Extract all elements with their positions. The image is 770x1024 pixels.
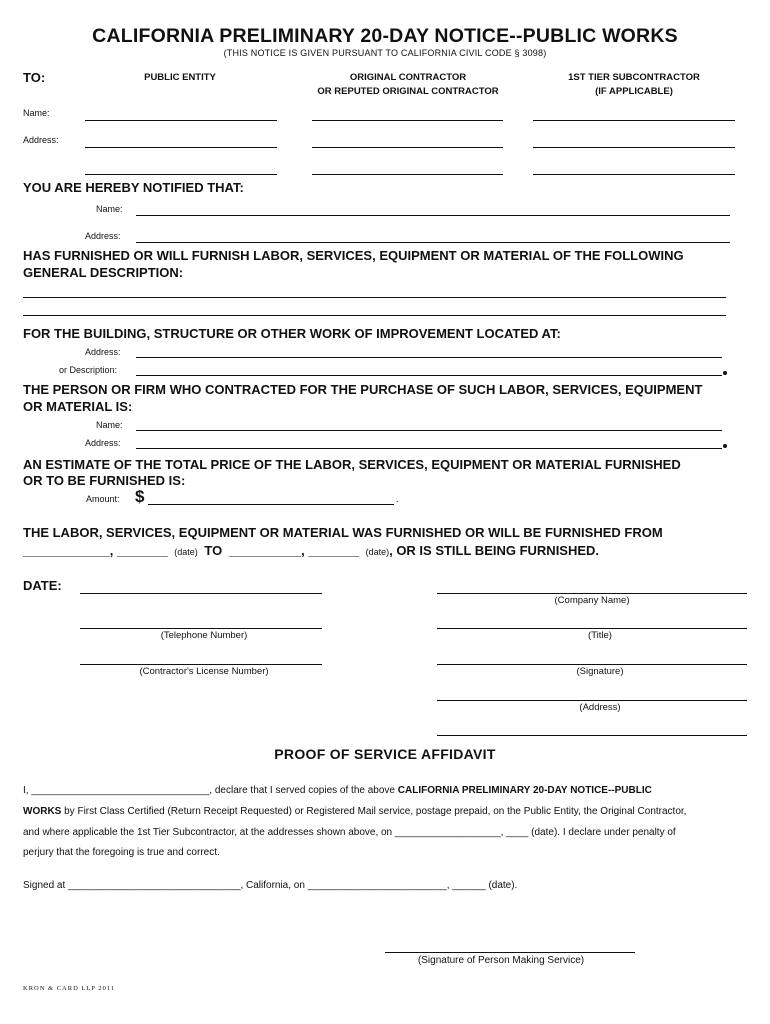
still-furnished-text: , OR IS STILL BEING FURNISHED. [389,543,600,558]
original-contractor-address-field[interactable] [312,147,503,148]
column-header-line: PUBLIC ENTITY [144,72,216,83]
purchaser-address-field[interactable] [136,448,722,449]
column-header-line: ORIGINAL CONTRACTOR [349,72,467,83]
signature-field[interactable] [437,664,747,665]
affidavit-heading: PROOF OF SERVICE AFFIDAVIT [274,746,496,762]
from-date-field[interactable]: ____________, _______ [23,543,168,558]
subcontractor-address-line-2[interactable] [533,174,735,175]
building-heading: FOR THE BUILDING, STRUCTURE OR OTHER WORK OF IMPROVEMENT LOCATED AT: [23,326,561,341]
claimant-address-field[interactable] [136,242,730,243]
labor-dates-row [23,543,599,558]
footer-copyright: KRON & CARD LLP 2011 [23,985,116,992]
affidavit-text: I, ________________________________, declare that I served copies of the above [23,785,398,796]
affidavit-notice-title-cont: WORKS [23,806,62,817]
original-contractor-address-line-2[interactable] [312,174,503,175]
telephone-caption: (Telephone Number) [160,630,248,641]
purchaser-name-field[interactable] [136,430,722,431]
bullet-icon [723,371,727,375]
to-name-label: Name: [23,108,50,118]
amount-label: Amount: [86,494,120,504]
building-description-label: or Description: [59,365,118,375]
column-header-line: OR REPUTED ORIGINAL CONTRACTOR [317,86,499,97]
to-date-caption: (date) [365,547,390,557]
affidavit-paragraph-line-4: perjury that the foregoing is true and correct. [23,847,220,858]
address-field[interactable] [437,700,747,701]
column-header-original-contractor [300,71,516,99]
building-address-label: Address: [85,347,121,357]
column-header-public-entity [120,71,240,85]
company-name-caption: (Company Name) [554,595,630,606]
purchaser-address-label: Address: [85,438,121,448]
address-field-line-2[interactable] [437,735,747,736]
claimant-name-field[interactable] [136,215,730,216]
to-address-label: Address: [23,135,59,145]
date-field[interactable] [80,593,322,594]
description-field-line-2[interactable] [23,315,726,316]
notified-heading: YOU ARE HEREBY NOTIFIED THAT: [23,180,244,195]
affidavit-paragraph-line-2 [23,806,686,817]
column-header-subcontractor [534,71,734,99]
affidavit-paragraph-line-3: and where applicable the 1st Tier Subcontractor, at the addresses shown above, on ___________________, ____ (date). I declare under penalty of [23,827,676,838]
furnished-heading-line-1: HAS FURNISHED OR WILL FURNISH LABOR, SERVICES, EQUIPMENT OR MATERIAL OF THE FOLLOWING [23,248,684,263]
affidavit-paragraph-line-1 [23,785,652,796]
amount-period: . [396,494,399,504]
bullet-icon [723,444,727,448]
license-caption: (Contractor's License Number) [139,666,269,677]
labor-heading-line-1: THE LABOR, SERVICES, EQUIPMENT OR MATERIAL WAS FURNISHED OR WILL BE FURNISHED FROM [23,525,663,540]
purchaser-name-label: Name: [96,420,123,430]
building-address-field[interactable] [136,357,722,358]
subcontractor-name-field[interactable] [533,120,735,121]
server-signature-field[interactable] [385,952,635,953]
signed-at-line[interactable]: Signed at _______________________________, California, on _________________________, ______ (date). [23,880,518,891]
public-entity-address-field[interactable] [85,147,277,148]
server-signature-caption: (Signature of Person Making Service) [417,955,585,966]
claimant-name-label: Name: [96,204,123,214]
original-contractor-name-field[interactable] [312,120,503,121]
address-caption: (Address) [579,702,621,713]
amount-field[interactable] [148,504,394,505]
to-label: TO: [23,70,46,85]
column-header-line: 1ST TIER SUBCONTRACTOR [568,72,700,83]
page-title: CALIFORNIA PRELIMINARY 20-DAY NOTICE--PUBLIC WORKS [92,25,678,47]
affidavit-notice-title: CALIFORNIA PRELIMINARY 20-DAY NOTICE--PUBLIC [397,785,652,796]
to-date-field[interactable]: __________, _______ [228,543,359,558]
public-entity-address-line-2[interactable] [85,174,277,175]
title-caption: (Title) [588,630,612,641]
estimate-heading-line-1: AN ESTIMATE OF THE TOTAL PRICE OF THE LABOR, SERVICES, EQUIPMENT OR MATERIAL FURNISHED [23,457,681,472]
person-heading-line-2: OR MATERIAL IS: [23,399,133,414]
description-field-line-1[interactable] [23,297,726,298]
signature-caption: (Signature) [576,666,624,677]
date-label: DATE: [23,578,62,593]
furnished-heading-line-2: GENERAL DESCRIPTION: [23,265,184,280]
affidavit-text: by First Class Certified (Return Receipt Requested) or Registered Mail service, postage prepaid, on the Public Entity, the Original Contractor, [61,806,687,817]
from-date-caption: (date) [174,547,198,557]
person-heading-line-1: THE PERSON OR FIRM WHO CONTRACTED FOR THE PURCHASE OF SUCH LABOR, SERVICES, EQUIPMENT [23,382,703,397]
claimant-address-label: Address: [85,231,121,241]
estimate-heading-line-2: OR TO BE FURNISHED IS: [23,473,186,488]
page-subtitle: (THIS NOTICE IS GIVEN PURSUANT TO CALIFORNIA CIVIL CODE § 3098) [223,48,547,58]
public-entity-name-field[interactable] [85,120,277,121]
license-field[interactable] [80,664,322,665]
telephone-field[interactable] [80,628,322,629]
building-description-field[interactable] [136,375,722,376]
column-header-line: (IF APPLICABLE) [595,86,673,97]
dollar-sign: $ [135,487,145,506]
title-field[interactable] [437,628,747,629]
to-keyword: TO [204,543,223,558]
company-name-field[interactable] [437,593,747,594]
subcontractor-address-field[interactable] [533,147,735,148]
